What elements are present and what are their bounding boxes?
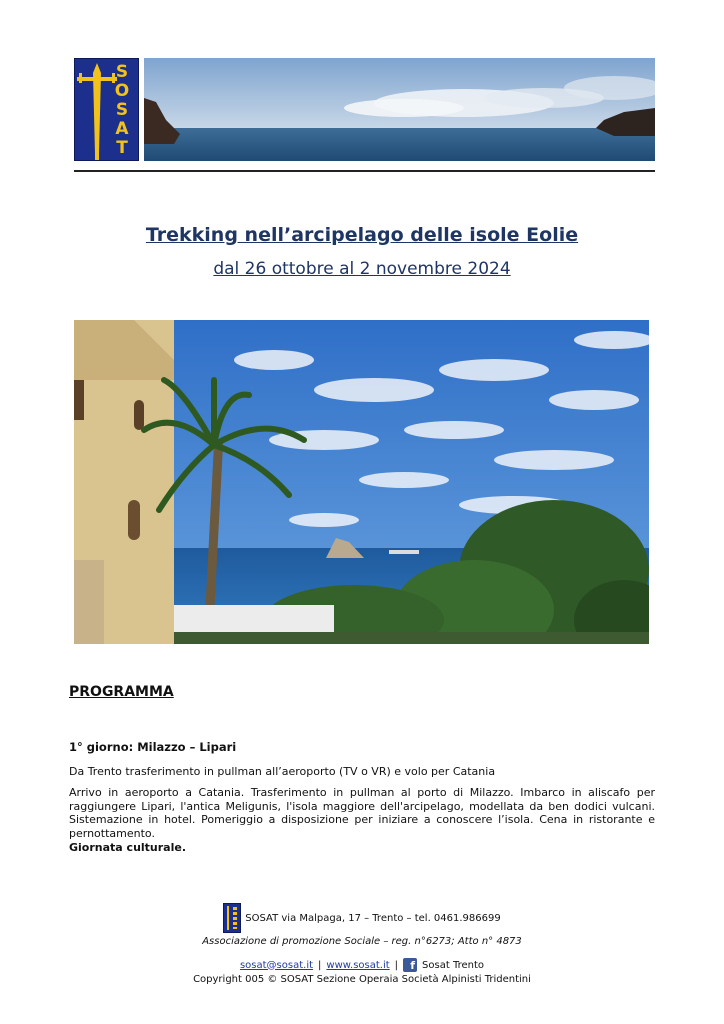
sosat-mini-logo: [223, 903, 241, 933]
day-paragraph: Arrivo in aeroporto a Catania. Trasferimento in pullman al porto di Milazzo. Imbarco in aliscafo per raggiungere Lipari, l'antica Meligunis, l'isola maggiore dell'arcipelago, modellata da ben dodici vulcani. Sistemazione in hotel. Pomeriggio a disposizione per iniziare a conoscere l’isola. Cena in ristorante e pernottamento.: [69, 786, 655, 840]
day-heading: 1° giorno: Milazzo – Lipari: [69, 740, 237, 754]
header-rule: [74, 170, 655, 172]
header-sea-banner: [144, 58, 655, 161]
logo-letters: [112, 63, 132, 158]
website-link[interactable]: www.sosat.it: [326, 959, 390, 971]
page-title: Trekking nell’arcipelago delle isole Eolie: [145, 224, 579, 246]
landscape-photo: [74, 320, 649, 644]
page-subtitle: dal 26 ottobre al 2 novembre 2024: [213, 259, 511, 279]
email-link[interactable]: sosat@sosat.it: [239, 959, 314, 971]
day-note: Giornata culturale.: [69, 841, 187, 854]
logo-letter: S: [115, 62, 129, 82]
footer-address-line: [0, 903, 724, 933]
section-title: PROGRAMMA: [69, 684, 174, 700]
sosat-logo: [74, 58, 139, 161]
day-paragraph: Da Trento trasferimento in pullman all’aeroporto (TV o VR) e volo per Catania: [69, 765, 496, 778]
separator: |: [318, 959, 322, 971]
logo-letter: A: [115, 119, 129, 139]
logo-letter: S: [115, 100, 129, 120]
footer-copyright: Copyright 005 © SOSAT Sezione Operaia Società Alpinisti Tridentini: [193, 974, 531, 985]
footer-address: SOSAT via Malpaga, 17 – Trento – tel. 0461.986699: [245, 912, 501, 924]
facebook-icon[interactable]: f: [403, 958, 417, 972]
footer-links: [0, 958, 724, 972]
logo-letter: T: [116, 138, 128, 158]
footer-association: Associazione di promozione Sociale – reg. n°6273; Atto n° 4873: [202, 936, 522, 947]
separator: |: [394, 959, 399, 971]
logo-letter: O: [114, 81, 130, 101]
facebook-label[interactable]: Sosat Trento: [422, 959, 485, 971]
